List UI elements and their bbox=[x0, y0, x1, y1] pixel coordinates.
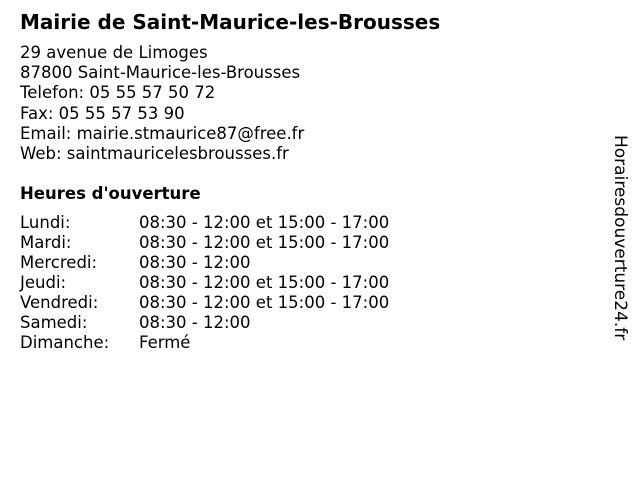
day-label: Jeudi: bbox=[20, 273, 67, 292]
day-label: Lundi: bbox=[20, 213, 71, 232]
time-range: Fermé bbox=[139, 333, 191, 352]
hours-heading: Heures d'ouverture bbox=[20, 184, 201, 203]
page-title: Mairie de Saint-Maurice-les-Brousses bbox=[20, 10, 441, 34]
email-address: Email: mairie.stmaurice87@free.fr bbox=[20, 123, 305, 143]
time-range: 08:30 - 12:00 et 15:00 - 17:00 bbox=[139, 233, 390, 252]
day-label: Vendredi: bbox=[20, 293, 99, 312]
time-range: 08:30 - 12:00 et 15:00 - 17:00 bbox=[139, 273, 390, 292]
day-label: Mardi: bbox=[20, 233, 72, 252]
time-range: 08:30 - 12:00 et 15:00 - 17:00 bbox=[139, 213, 390, 232]
time-range: 08:30 - 12:00 bbox=[139, 253, 251, 272]
day-label: Mercredi: bbox=[20, 253, 98, 272]
time-range: 08:30 - 12:00 bbox=[139, 313, 251, 332]
website-address: Web: saintmauricelesbrousses.fr bbox=[20, 143, 289, 163]
site-watermark: Horairesdouverture24.fr bbox=[610, 135, 630, 341]
time-range: 08:30 - 12:00 et 15:00 - 17:00 bbox=[139, 293, 390, 312]
contact-block bbox=[20, 43, 304, 164]
day-label: Dimanche: bbox=[20, 333, 110, 352]
day-label: Samedi: bbox=[20, 313, 88, 332]
address-city: 87800 Saint-Maurice-les-Brousses bbox=[20, 63, 301, 83]
phone-number: Telefon: 05 55 57 50 72 bbox=[20, 83, 216, 103]
address-street: 29 avenue de Limoges bbox=[20, 43, 208, 62]
fax-number: Fax: 05 55 57 53 90 bbox=[20, 103, 185, 123]
